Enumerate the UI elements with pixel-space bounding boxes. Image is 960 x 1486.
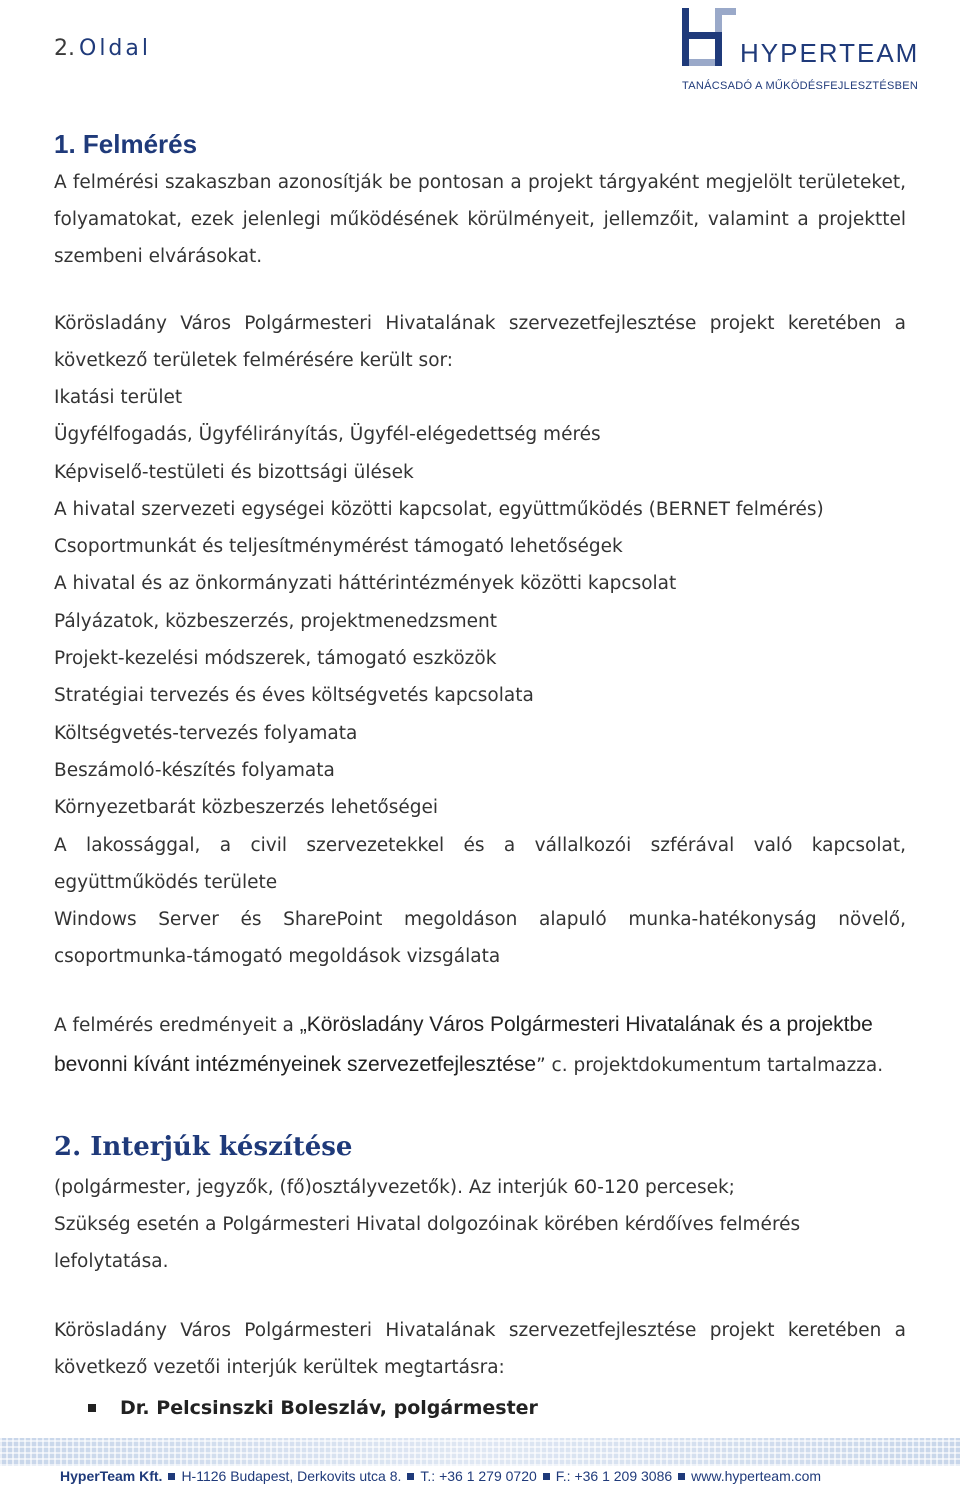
result-pre: A felmérés eredményeit a [54, 1014, 300, 1036]
section1-title: 1. Felmérés [54, 129, 198, 159]
list-item: Költségvetés-tervezés folyamata [54, 722, 358, 744]
bullet-square-icon [88, 1404, 96, 1412]
footer-fax: F.: +36 1 209 3086 [555, 1468, 673, 1484]
page-number: 2. [54, 36, 75, 61]
logo-mark-icon [680, 6, 740, 70]
survey-area-list [54, 379, 906, 827]
section2-line1: (polgármester, jegyzők, (fő)osztályvezetők). Az interjúk 60-120 percesek; [54, 1176, 735, 1198]
list-item: Beszámoló-készítés folyamata [54, 759, 335, 781]
footer-separator-icon [543, 1473, 550, 1480]
list-item: Pályázatok, közbeszerzés, projektmenedzsment [54, 610, 497, 632]
list-item: Képviselő-testületi és bizottsági ülések [54, 461, 414, 483]
footer-web: www.hyperteam.com [691, 1468, 822, 1484]
interviewee-list [54, 1390, 906, 1426]
list-item: A hivatal és az önkormányzati háttérintézmények közötti kapcsolat [54, 573, 677, 595]
page-word: Oldal [79, 36, 151, 61]
footer-decorative-band [0, 1438, 960, 1466]
section2-lead: Körösladány Város Polgármesteri Hivatalának szervezetfejlesztése projekt keretében a következő vezetői interjúk kerültek megtartásra: [54, 1319, 906, 1378]
list-item: Stratégiai tervezés és éves költségvetés kapcsolata [54, 685, 534, 707]
logo-tagline: TANÁCSADÓ A MŰKÖDÉSFEJLESZTÉSBEN [682, 80, 919, 92]
interviewee-name: Dr. Pelcsinszki Boleszláv, polgármester [120, 1396, 538, 1419]
section2-title: 2. Interjúk készítése [54, 1131, 353, 1162]
footer-phone: T.: +36 1 279 0720 [420, 1468, 537, 1484]
document-body [54, 124, 906, 1426]
list-item-long-line2: csoportmunka-támogató megoldások vizsgálata [54, 945, 501, 967]
result-post: ” c. projektdokumentum tartalmazza. [536, 1054, 884, 1076]
list-item: Csoportmunkát és teljesítménymérést támogató lehetőségek [54, 536, 623, 558]
survey-result [54, 1005, 906, 1085]
interviewee-item [54, 1390, 906, 1426]
footer-company: HyperTeam Kft. [60, 1468, 163, 1484]
footer [60, 1466, 940, 1486]
footer-separator-icon [407, 1473, 414, 1480]
list-item: Projekt-kezelési módszerek, támogató eszközök [54, 648, 497, 670]
list-item-long: A lakossággal, a civil szervezetekkel és a vállalkozói szférával való kapcsolat, együttműködés területe [54, 834, 906, 893]
hyperteam-logo [680, 6, 920, 96]
list-item: Környezetbarát közbeszerzés lehetőségei [54, 797, 439, 819]
logo-brand: HYPERTEAM [740, 38, 920, 68]
section2-line2: Szükség esetén a Polgármesteri Hivatal dolgozóinak körében kérdőíves felmérés lefolytatása. [54, 1213, 801, 1272]
section1-lead: Körösladány Város Polgármesteri Hivatalának szervezetfejlesztése projekt keretében a következő területek felmérésére került sor: [54, 313, 906, 371]
page-label [54, 36, 151, 61]
list-item: Ikatási terület [54, 387, 183, 408]
list-item: A hivatal szervezeti egységei közötti kapcsolat, együttműködés (BERNET felmérés) [54, 498, 824, 520]
footer-separator-icon [678, 1473, 685, 1480]
footer-separator-icon [168, 1473, 175, 1480]
section1-intro: A felmérési szakaszban azonosítják be pontosan a projekt tárgyaként megjelölt területeket, folyamatokat, ezek jelenlegi működésének körülményeit, jellemzőit, valamint a projekttel szembeni elvárásokat. [54, 172, 906, 267]
list-item: Ügyfélfogadás, Ügyfélirányítás, Ügyfél-elégedettség mérés [54, 424, 601, 446]
list-item-long-line1: Windows Server és SharePoint megoldáson alapuló munka-hatékonyság növelő, [54, 908, 906, 930]
result-document-title: „Körösladány Város Polgármesteri Hivatalának és a projektbe bevonni kívánt intézményeinek szervezetfejlesztése [54, 1012, 873, 1076]
footer-address: H-1126 Budapest, Derkovits utca 8. [181, 1468, 402, 1484]
